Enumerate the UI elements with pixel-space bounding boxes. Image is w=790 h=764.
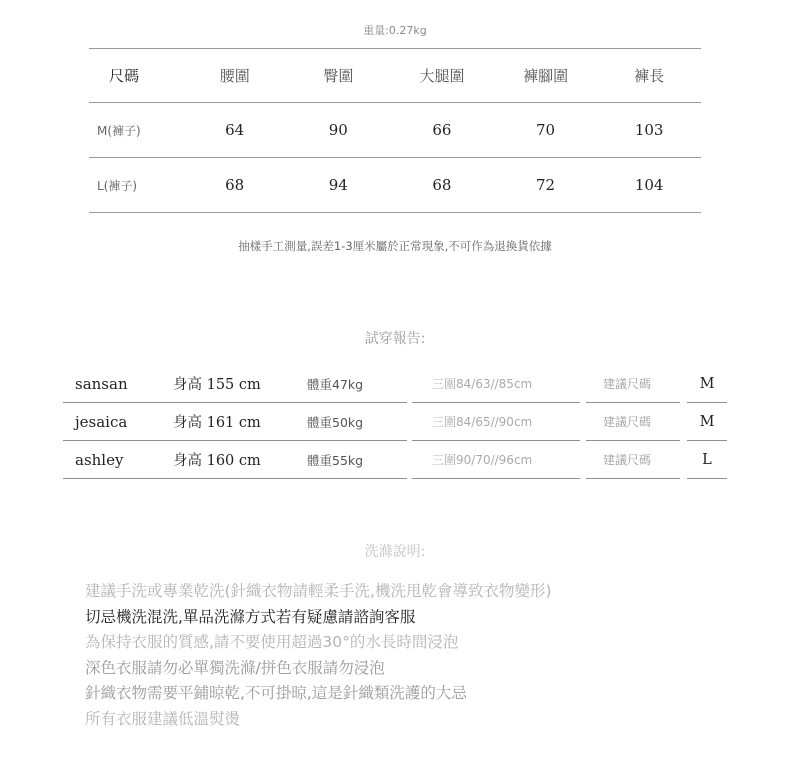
recommend-label: 建議尺碼: [586, 403, 680, 441]
table-row: [89, 103, 701, 158]
care-line: 深色衣服請勿必單獨洗滌/拼色衣服請勿浸泡: [85, 658, 385, 677]
model-weight: 體重55kg: [287, 441, 407, 479]
table-row: [89, 158, 701, 213]
cell-waist: 64: [225, 121, 245, 139]
cell-length: 103: [634, 121, 664, 139]
model-weight: 體重47kg: [287, 365, 407, 403]
weight-label: 重量:0.27kg: [363, 24, 427, 37]
table-row: [63, 365, 727, 403]
cell-hem: 72: [536, 176, 556, 194]
care-instructions: [85, 579, 705, 732]
model-height: 身高 160 cm: [153, 441, 303, 479]
cell-hem: 70: [536, 121, 556, 139]
model-name: ashley: [63, 441, 161, 479]
cell-length: 104: [634, 176, 664, 194]
cell-hip: 94: [328, 176, 348, 194]
care-line: 針織衣物需要平鋪晾乾,不可掛晾,這是針織類洗護的大忌: [85, 684, 467, 702]
header-waist: 腰圍: [219, 67, 250, 85]
fitting-report-title: 試穿報告:: [364, 331, 426, 347]
header-thigh: 大腿圍: [419, 67, 465, 85]
row-size-label: L(褲子): [97, 178, 138, 193]
measurement-note: 抽樣手工測量,誤差1-3厘米屬於正常現象,不可作為退換貨依據: [238, 239, 552, 253]
recommended-size: M: [687, 365, 727, 403]
care-title: 洗滌說明:: [364, 544, 426, 560]
size-table: [89, 48, 701, 213]
model-height: 身高 161 cm: [153, 403, 303, 441]
cell-hip: 90: [328, 121, 348, 139]
recommended-size: L: [687, 441, 727, 479]
header-hem: 褲腳圍: [523, 67, 569, 85]
header-size: 尺碼: [109, 67, 140, 85]
model-name: jesaica: [63, 403, 161, 441]
table-row: [63, 441, 727, 479]
row-size-label: M(褲子): [97, 123, 141, 138]
model-measurements: 三圍90/70//96cm: [412, 441, 580, 479]
fitting-report-table: [63, 365, 727, 479]
size-table-header: [89, 49, 701, 103]
cell-thigh: 66: [432, 121, 452, 139]
model-name: sansan: [63, 365, 161, 403]
cell-thigh: 68: [432, 176, 452, 194]
cell-waist: 68: [225, 176, 245, 194]
model-height: 身高 155 cm: [153, 365, 303, 403]
table-row: [63, 403, 727, 441]
care-line: 所有衣服建議低溫熨燙: [85, 709, 241, 728]
model-measurements: 三圍84/63//85cm: [412, 365, 580, 403]
model-measurements: 三圍84/65//90cm: [412, 403, 580, 441]
care-line: 為保持衣服的質感,請不要使用超過30°的水長時間浸泡: [85, 633, 459, 651]
model-weight: 體重50kg: [287, 403, 407, 441]
recommend-label: 建議尺碼: [586, 365, 680, 403]
recommended-size: M: [687, 403, 727, 441]
recommend-label: 建議尺碼: [586, 441, 680, 479]
header-length: 褲長: [634, 67, 665, 85]
care-line: 建議手洗或專業乾洗(針織衣物請輕柔手洗,機洗甩乾會導致衣物變形): [85, 582, 552, 600]
header-hip: 臀圍: [323, 67, 354, 85]
care-line: 切忌機洗混洗,單品洗滌方式若有疑慮請諮詢客服: [85, 607, 416, 626]
